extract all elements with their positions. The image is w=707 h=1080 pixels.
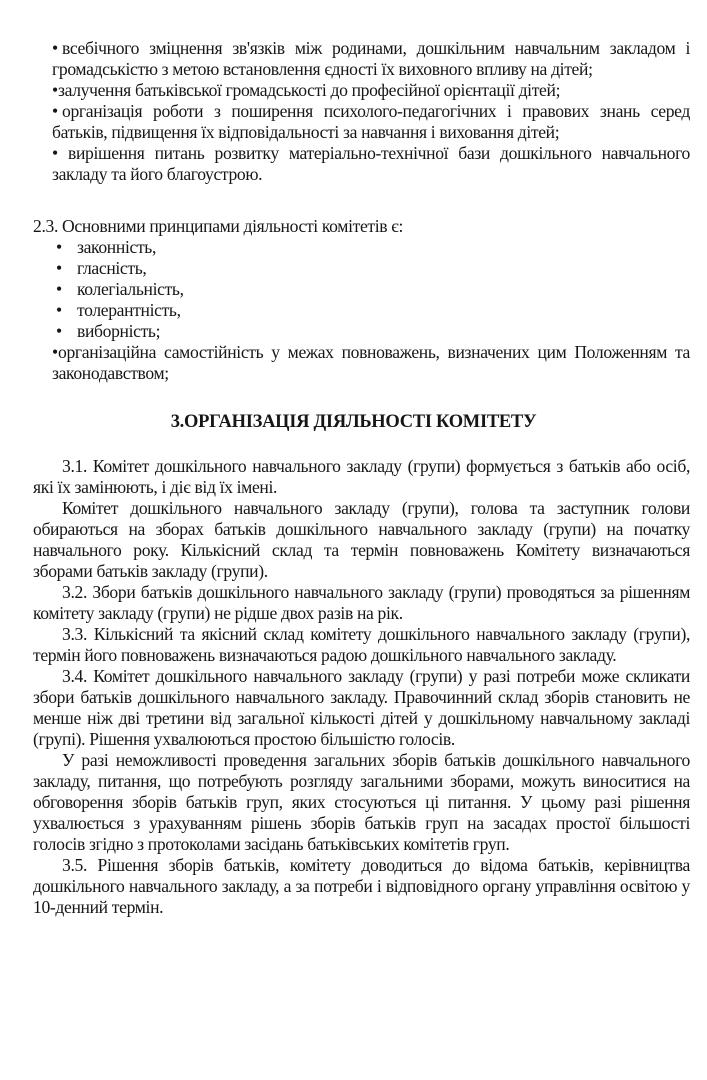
- principle-item: [52, 237, 184, 258]
- section-3-body: [33, 456, 690, 918]
- clause-2-3: 2.3. Основними принципами діяльності комітетів є:: [33, 216, 404, 236]
- bullet-icon: •: [56, 237, 62, 257]
- paragraph: Комітет дошкільного навчального закладу (групи), голова та заступник голови обираються на зборах батьків дошкільного навчального закладу (групи) на початку навчального року. Кількісний склад та термін повноважень Комітету визначаються зборами батьків закладу (групи).: [33, 498, 690, 581]
- bullet-icon: •: [56, 279, 62, 299]
- bullet-icon: •: [52, 38, 58, 58]
- bullet-icon: •: [52, 101, 58, 121]
- principles-list: [52, 237, 184, 342]
- paragraph: 3.3. Кількісний та якісний склад комітету дошкільного навчального закладу (групи), термін його повноважень визначаються радою дошкільного навчального закладу.: [33, 624, 690, 665]
- bullet-icon: •: [56, 300, 62, 320]
- paragraph: 3.2. Збори батьків дошкільного навчального закладу (групи) проводяться за рішенням комітету закладу (групи) не рідше двох разів на рік.: [33, 582, 690, 623]
- paragraph: У разі неможливості проведення загальних зборів батьків дошкільного навчального закладу, питання, що потребують розгляду загальними зборами, можуть виноситися на обговорення зборів батьків груп, яких стосуються ці питання. У цьому разі рішення ухвалюється з урахуванням рішень зборів батьків груп на засадах простої більшості голосів згідно з протоколами засідань батьківських комітетів груп.: [33, 750, 690, 854]
- goals-bullet-list: [52, 38, 690, 185]
- principle-text: виборність;: [77, 321, 161, 341]
- principle-text: толерантність,: [77, 300, 181, 320]
- principle-text: колегіальність,: [77, 279, 184, 299]
- bullet-text: вирішення питань розвитку матеріально-технічної бази дошкільного навчального закладу та його благоустрою.: [52, 143, 690, 184]
- section-heading: 3.ОРГАНІЗАЦІЯ ДІЯЛЬНОСТІ КОМІТЕТУ: [170, 412, 537, 432]
- bullet-icon: •: [52, 80, 58, 100]
- bullet-text: організаційна самостійність у межах повноважень, визначених цим Положенням та законодавством;: [52, 342, 690, 383]
- last-principle: [52, 342, 690, 384]
- principle-item: [52, 258, 184, 279]
- paragraph: 3.5. Рішення зборів батьків, комітету доводиться до відома батьків, керівництва дошкільного навчального закладу, а за потреби і відповідного органу управління освітою у 10-денний термін.: [33, 855, 690, 917]
- bullet-item: [52, 101, 690, 143]
- principle-item: [52, 279, 184, 300]
- bullet-text: всебічного зміцнення зв'язків між родинами, дошкільним навчальним закладом і громадськістю з метою встановлення єдності їх виховного впливу на дітей;: [52, 38, 690, 79]
- bullet-text: організація роботи з поширення психолого-педагогічних і правових знань серед батьків, підвищення їх відповідальності за навчання і виховання дітей;: [52, 101, 690, 142]
- bullet-icon: •: [56, 258, 62, 278]
- paragraph: 3.4. Комітет дошкільного навчального закладу (групи) у разі потреби може скликати збори батьків дошкільного навчального закладу. Правочинний склад зборів становить не менше ніж дві третини від загальної кількості дітей у дошкільному навчальному закладі (групі). Рішення ухвалюються простою більшістю голосів.: [33, 666, 690, 749]
- principle-item: [52, 321, 184, 342]
- paragraph: 3.1. Комітет дошкільного навчального закладу (групи) формується з батьків або осіб, які їх замінюють, і діє від їх імені.: [33, 456, 690, 497]
- bullet-item: [52, 143, 690, 185]
- bullet-icon: •: [52, 342, 58, 362]
- principle-text: законність,: [77, 237, 156, 257]
- bullet-item: [52, 80, 690, 101]
- bullet-icon: •: [52, 143, 58, 163]
- bullet-icon: •: [56, 321, 62, 341]
- bullet-item: [52, 342, 690, 384]
- bullet-text: залучення батьківської громадськості до професійної орієнтації дітей;: [58, 80, 561, 100]
- bullet-item: [52, 38, 690, 80]
- principle-text: гласність,: [77, 258, 147, 278]
- principle-item: [52, 300, 184, 321]
